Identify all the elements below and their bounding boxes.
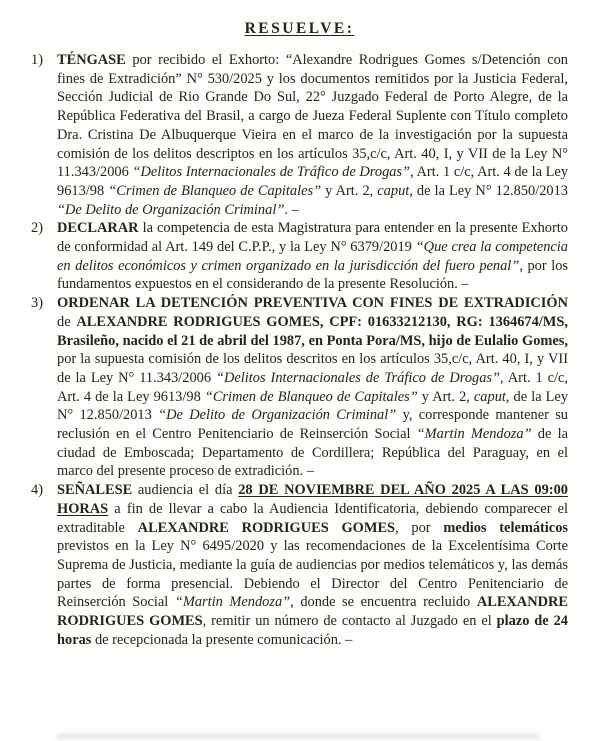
item-number: 4) <box>31 482 43 499</box>
keyword-tengase: TÉNGASE <box>57 52 126 68</box>
text-run: y Art. 2, <box>321 182 378 199</box>
text-run: , donde se encuentra recluido <box>290 594 477 611</box>
text-run: previstos en la Ley N° 6495/2020 y las recomendaciones de la Excelentísima Corte Suprema de Justicia, mediante la guía de audiencias por medios telemáticos y, las demás partes de forma presencial. Debiendo el Director del Centro Penitenciario de Reinserción Social <box>57 538 568 611</box>
law-title-jurisdiction: “Que crea la competencia en delitos económicos y crimen organizado en la jurisdicción del fuero penal” <box>57 239 568 274</box>
telematic-means: medios telemáticos <box>443 519 568 536</box>
hearing-date: 28 DE NOVIEMBRE DEL AÑO 2025 A LAS 09:00 HORAS <box>57 482 568 517</box>
prison-name: “Martin Mendoza” <box>174 594 291 611</box>
text-run: , por <box>395 519 444 536</box>
prison-name: “Martin Mendoza” <box>416 426 532 443</box>
law-title-money-laundering: “Crimen de Blanqueo de Capitales” <box>108 182 322 199</box>
extraditee-identity: ALEXANDRE RODRIGUES GOMES, CPF: 01633212130, RG: 1364674/MS, Brasileño, nacido el 21 de abril del 1987, en Ponta Pora/MS, hijo de Eulalio Gomes, <box>57 313 568 349</box>
item-text <box>57 219 568 294</box>
text-run: de recepcionada la presente comunicación. – <box>91 631 353 648</box>
item-text <box>57 481 568 649</box>
item-number: 2) <box>31 220 43 237</box>
extraditee-name: ALEXANDRE RODRIGUES GOMES <box>57 594 568 630</box>
law-title-drug-trafficking: “Delitos Internacionales de Tráfico de Drogas” <box>216 369 501 386</box>
scan-artifact <box>56 734 540 739</box>
text-run: , por los fundamentos expuestos en el considerando de la presente Resolución. – <box>57 257 568 293</box>
text-run: . – <box>284 201 299 218</box>
deadline-24-hours: plazo de 24 horas <box>57 613 568 648</box>
item-number: 1) <box>31 52 43 68</box>
item-text <box>57 294 568 481</box>
text-run: de <box>57 313 77 330</box>
resolution-item-3 <box>31 294 568 481</box>
resolution-item-4 <box>31 481 568 649</box>
text-run: , Art. 1 c/c, Art. 4 de la Ley 9613/98 <box>57 369 568 405</box>
latin-term-caput: caput <box>377 182 410 199</box>
resolution-item-2 <box>31 219 568 294</box>
keyword-declarar: DECLARAR <box>57 220 139 237</box>
extraditee-name: ALEXANDRE RODRIGUES GOMES <box>137 519 396 536</box>
law-title-drug-trafficking: “Delitos Internacionales de Tráfico de Drogas” <box>132 164 411 181</box>
law-title-criminal-organization: “De Delito de Organización Criminal” <box>57 201 285 218</box>
keyword-ordenar-detencion: ORDENAR LA DETENCIÓN PREVENTIVA CON FINES DE EXTRADICIÓN <box>57 295 568 312</box>
latin-term-caput: caput <box>473 388 506 405</box>
resolution-item-1 <box>31 51 568 219</box>
item-text <box>57 51 568 219</box>
document-title: RESUELVE: <box>244 20 355 37</box>
text-run: , de la Ley N° 12.850/2013 <box>57 388 569 424</box>
text-run: a fin de llevar a cabo la Audiencia Identificatoria, debiendo comparecer el extraditable <box>57 500 568 536</box>
text-run: de la ciudad de Emboscada; Departamento de Cordillera; República del Paraguay, en el marco del presente proceso de extradición. – <box>57 426 568 480</box>
text-run: y, corresponde mantener su reclusión en el Centro Penitenciario de Reinserción Social <box>57 407 568 443</box>
text-run: audiencia el día <box>132 482 239 499</box>
item-number: 3) <box>31 295 43 312</box>
text-run: por recibido el Exhorto: “Alexandre Rodrigues Gomes s/Detención con fines de Extradición” N° 530/2025 y los documentos remitidos por la Justicia Federal, Sección Judicial de Rio Grande Do Sul, 22° Juzgado Federal de Porto Alegre, de la República Federativa del Brasil, a cargo de Jueza Federal Suplente con Título completo Dra. Cristina De Albuquerque Vieira en el marco de la investigación por la supuesta comisión de los delitos descriptos en los artículos 35,c/c, Art. 40, I, y VII de la Ley N° 11.343/2006 <box>57 52 568 181</box>
text-run: , Art. 1 c/c, Art. 4 de la Ley 9613/98 <box>57 164 569 199</box>
text-run: , de la Ley N° 12.850/2013 <box>409 182 568 199</box>
text-run: y Art. 2, <box>417 388 474 405</box>
text-run: la competencia de esta Magistratura para entender en la presente Exhorto de conformidad al Art. 149 del C.P.P., y la Ley N° 6379/2019 <box>57 220 568 256</box>
text-run: por la supuesta comisión de los delitos descritos en los artículos 35,c/c, Art. 40, I, y VII de la Ley N° 11.343/2006 <box>57 351 568 386</box>
law-title-criminal-organization: “De Delito de Organización Criminal” <box>158 407 397 424</box>
text-run: , remitir un número de contacto al Juzgado en el <box>202 613 497 630</box>
keyword-senalese: SEÑALESE <box>57 482 133 499</box>
law-title-money-laundering: “Crimen de Blanqueo de Capitales” <box>204 388 418 405</box>
